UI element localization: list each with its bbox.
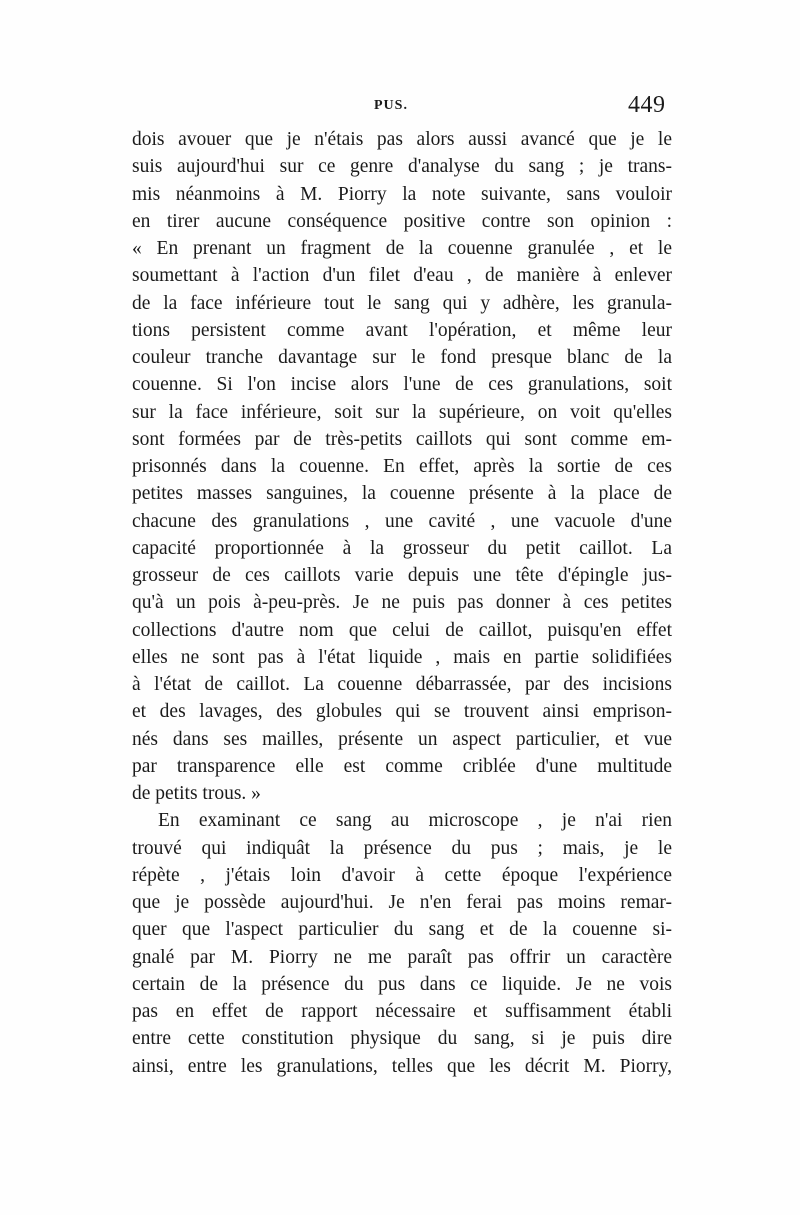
- running-title: PUS.: [374, 98, 408, 113]
- text-line: certain de la présence du pus dans ce liquide. Je ne vois: [132, 973, 672, 995]
- text-line: quer que l'aspect particulier du sang et de la couenne si-: [132, 919, 672, 941]
- text-line: qu'à un pois à-peu-près. Je ne puis pas donner à ces petites: [132, 592, 672, 614]
- text-line: entre cette constitution physique du sang, si je puis dire: [132, 1028, 672, 1050]
- text-line: tions persistent comme avant l'opération, et même leur: [132, 319, 672, 341]
- text-line: que je possède aujourd'hui. Je n'en ferai pas moins remar-: [132, 892, 672, 913]
- text-line: et des lavages, des globules qui se trouvent ainsi emprison-: [132, 701, 672, 723]
- text-line: chacune des granulations , une cavité , une vacuole d'une: [132, 510, 672, 532]
- text-line: gnalé par M. Piorry ne me paraît pas offrir un caractère: [132, 946, 672, 968]
- text-line: grosseur de ces caillots varie depuis une tête d'épingle jus-: [132, 565, 672, 586]
- text-line: petites masses sanguines, la couenne présente à la place de: [132, 483, 672, 505]
- text-line: dois avouer que je n'étais pas alors aussi avancé que je le: [132, 129, 672, 150]
- page-number: 449: [628, 92, 666, 118]
- text-line: prisonnés dans la couenne. En effet, après la sortie de ces: [132, 456, 672, 477]
- text-line: sont formées par de très-petits caillots qui sont comme em-: [132, 428, 672, 450]
- text-line: par transparence elle est comme criblée d'une multitude: [132, 755, 672, 777]
- text-line: elles ne sont pas à l'état liquide , mais en partie solidifiées: [132, 646, 672, 668]
- body-text: [132, 126, 672, 1080]
- paragraph-first-line: En examinant ce sang au microscope , je n'ai rien: [158, 810, 672, 832]
- text-line: « En prenant un fragment de la couenne granulée , et le: [132, 238, 672, 259]
- text-line: suis aujourd'hui sur ce genre d'analyse du sang ; je trans-: [132, 156, 672, 178]
- text-line: trouvé qui indiquât la présence du pus ; mais, je le: [132, 837, 672, 859]
- text-line: en tirer aucune conséquence positive contre son opinion :: [132, 210, 672, 232]
- text-line: de petits trous. »: [132, 783, 261, 804]
- text-line: collections d'autre nom que celui de caillot, puisqu'en effet: [132, 619, 672, 641]
- text-line: mis néanmoins à M. Piorry la note suivante, sans vouloir: [132, 183, 672, 205]
- text-line: soumettant à l'action d'un filet d'eau , de manière à enlever: [132, 265, 672, 287]
- text-line: capacité proportionnée à la grosseur du petit caillot. La: [132, 537, 672, 559]
- text-line: sur la face inférieure, soit sur la supérieure, on voit qu'elles: [132, 401, 672, 423]
- text-line: à l'état de caillot. La couenne débarrassée, par des incisions: [132, 674, 672, 695]
- text-line: ainsi, entre les granulations, telles que les décrit M. Piorry,: [132, 1055, 672, 1077]
- text-line: pas en effet de rapport nécessaire et suffisamment établi: [132, 1001, 672, 1022]
- text-line: de la face inférieure tout le sang qui y adhère, les granula-: [132, 292, 672, 314]
- text-line: nés dans ses mailles, présente un aspect particulier, et vue: [132, 728, 672, 750]
- text-line: répète , j'étais loin d'avoir à cette époque l'expérience: [132, 864, 672, 886]
- text-line: couenne. Si l'on incise alors l'une de ces granulations, soit: [132, 374, 672, 396]
- running-head: [0, 92, 800, 126]
- text-line: couleur tranche davantage sur le fond presque blanc de la: [132, 347, 672, 368]
